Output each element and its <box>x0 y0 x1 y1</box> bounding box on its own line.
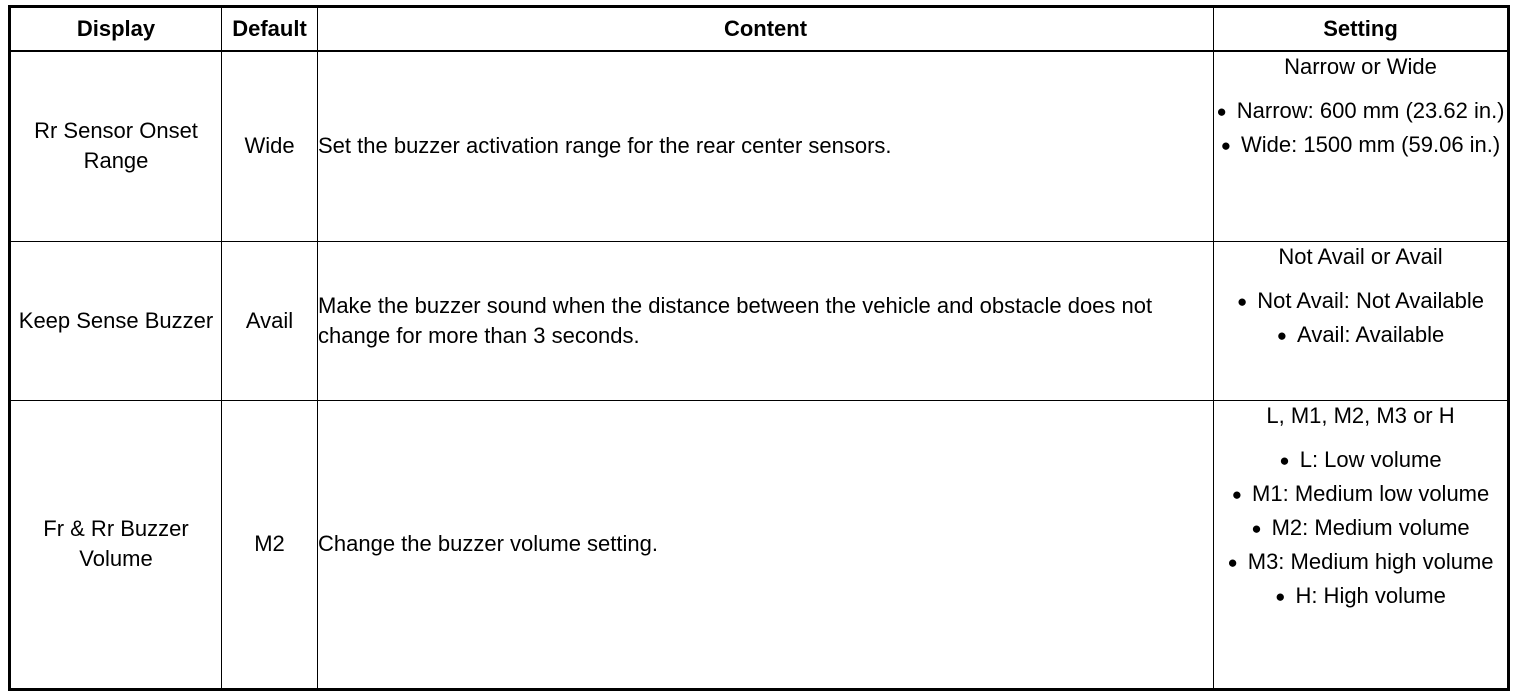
header-default: Default <box>222 7 318 52</box>
table-row <box>10 241 1509 400</box>
setting-title: L, M1, M2, M3 or H <box>1266 402 1455 428</box>
cell-display: Rr Sensor Onset Range <box>10 51 222 241</box>
bullet-icon: ● <box>1220 136 1232 155</box>
setting-option <box>1214 513 1507 544</box>
cell-default: M2 <box>222 400 318 689</box>
table-row <box>10 400 1509 689</box>
option-text: M2: Medium volume <box>1271 514 1470 540</box>
option-text: M3: Medium high volume <box>1247 548 1494 574</box>
cell-setting <box>1214 400 1509 689</box>
setting-options <box>1214 286 1507 351</box>
setting-option <box>1214 479 1507 510</box>
setting-options <box>1214 445 1507 612</box>
option-text: L: Low volume <box>1299 446 1442 472</box>
setting-option <box>1214 130 1507 161</box>
bullet-icon: ● <box>1227 552 1238 572</box>
cell-setting <box>1214 51 1509 241</box>
bullet-icon: ● <box>1279 450 1290 470</box>
option-text: M1: Medium low volume <box>1252 480 1490 506</box>
cell-content: Make the buzzer sound when the distance between the vehicle and obstacle does not change for more than 3 seconds. <box>318 241 1214 400</box>
setting-option <box>1214 320 1507 351</box>
header-content: Content <box>318 7 1214 52</box>
cell-setting <box>1214 241 1509 400</box>
setting-option <box>1214 96 1507 127</box>
header-display: Display <box>10 7 222 52</box>
setting-title: Not Avail or Avail <box>1278 243 1443 269</box>
table-row <box>10 51 1509 241</box>
bullet-icon: ● <box>1216 102 1227 121</box>
setting-option <box>1214 286 1507 317</box>
option-text: Wide: 1500 mm (59.06 in.) <box>1241 132 1501 157</box>
cell-content: Set the buzzer activation range for the rear center sensors. <box>318 51 1214 241</box>
cell-display: Keep Sense Buzzer <box>10 241 222 400</box>
cell-default: Wide <box>222 51 318 241</box>
option-text: Avail: Available <box>1297 321 1445 347</box>
header-row <box>10 7 1509 52</box>
setting-title: Narrow or Wide <box>1284 54 1437 79</box>
setting-option <box>1214 445 1507 476</box>
cell-content: Change the buzzer volume setting. <box>318 400 1214 689</box>
setting-option <box>1214 581 1507 612</box>
bullet-icon: ● <box>1275 586 1286 606</box>
bullet-icon: ● <box>1231 484 1243 504</box>
option-text: Not Avail: Not Available <box>1257 287 1484 313</box>
cell-default: Avail <box>222 241 318 400</box>
bullet-icon: ● <box>1237 291 1248 311</box>
settings-table <box>8 5 1510 691</box>
bullet-icon: ● <box>1276 325 1288 345</box>
option-text: H: High volume <box>1295 582 1446 608</box>
cell-display: Fr & Rr Buzzer Volume <box>10 400 222 689</box>
bullet-icon: ● <box>1251 518 1262 538</box>
option-text: Narrow: 600 mm (23.62 in.) <box>1236 98 1505 123</box>
header-setting: Setting <box>1214 7 1509 52</box>
setting-option <box>1214 547 1507 578</box>
setting-options <box>1214 96 1507 161</box>
